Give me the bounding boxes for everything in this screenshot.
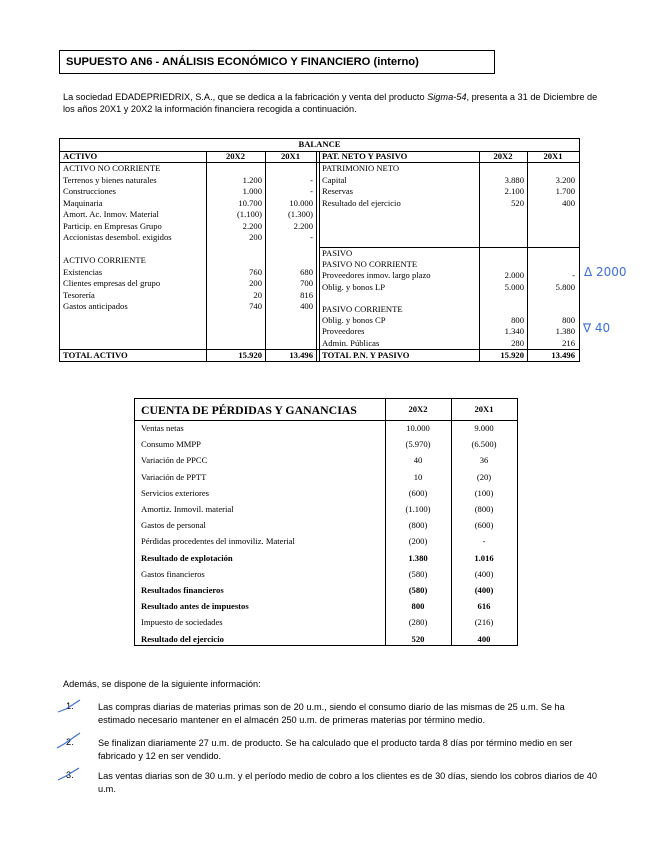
pyg-row-y1: 9.000	[474, 423, 494, 433]
liabilities-label: Oblig. y bonos CP	[322, 315, 386, 326]
equity-col-y2: 20X2	[493, 151, 513, 161]
equity-value-y2: 2.100	[504, 186, 524, 196]
assets-value-y1: 816	[300, 289, 313, 300]
assets-value-y1: 400	[300, 301, 313, 311]
pyg-row-label: Resultados financieros	[141, 585, 224, 595]
pyg-row-y1: (800)	[474, 504, 494, 514]
assets-value-y1: -	[310, 232, 313, 242]
pyg-row-label: Gastos financieros	[141, 568, 205, 579]
pyg-row-label: Variación de PPTT	[141, 471, 207, 482]
pyg-row-y1: (216)	[474, 617, 494, 628]
pyg-row-label: Resultado antes de impuestos	[141, 601, 249, 612]
assets-value-y1: 10.000	[289, 197, 313, 208]
pyg-row-y2: (280)	[408, 617, 428, 628]
extra-item-number: 2.	[66, 737, 74, 747]
pyg-row-y1: 36	[479, 455, 489, 466]
pyg-row-y2: (580)	[408, 585, 428, 595]
equity-value-y1: 400	[562, 197, 575, 208]
equity-label: Capital	[322, 174, 347, 185]
pyg-row-label: Pérdidas procedentes del inmoviliz. Material	[141, 536, 295, 547]
pyg-row-y2: 10	[413, 471, 423, 482]
pyg-row-y2: 520	[411, 633, 425, 644]
assets-label: ACTIVO NO CORRIENTE	[63, 163, 161, 173]
extra-info-title: Además, se dispone de la siguiente información:	[63, 679, 261, 689]
assets-header: ACTIVO	[63, 151, 98, 161]
pyg-row-y2: (600)	[408, 487, 428, 498]
pyg-row-label: Variación de PPCC	[141, 455, 208, 466]
pyg-row-label: Amortiz. Inmovil. material	[141, 504, 234, 514]
pyg-row-label: Consumo MMPP	[141, 439, 201, 450]
assets-value-y2: 760	[249, 266, 262, 277]
pyg-row-y2: 10.000	[406, 423, 430, 433]
extra-item-number: 1.	[66, 701, 74, 711]
pyg-row-label: Gastos de personal	[141, 520, 206, 531]
pyg-title: CUENTA DE PÉRDIDAS Y GANANCIAS	[141, 403, 357, 417]
assets-value-y2: 10.700	[238, 197, 262, 208]
liabilities-value-y1: 1.380	[555, 326, 575, 337]
liabilities-value-y2: 280	[511, 337, 524, 348]
liabilities-label: PASIVO	[322, 248, 353, 258]
checkmark-3-icon	[58, 768, 79, 780]
total-assets-y2: 15.920	[238, 350, 262, 360]
pyg-row-y2: 40	[413, 455, 423, 466]
pyg-row-y1: (6.500)	[471, 439, 497, 450]
liabilities-value-y2: 800	[511, 315, 524, 326]
pyg-row-y1: (20)	[476, 471, 492, 482]
equity-value-y2: 3.880	[504, 174, 524, 185]
extra-item-number: 3.	[66, 770, 74, 780]
equity-label: Resultado del ejercicio	[322, 197, 401, 208]
extra-item-text: Se finalizan diariamente 27 u.m. de producto. Se ha calculado que el producto tarda 8 días por término medio en ser fabricado y 12 en ser vendido.	[98, 738, 573, 761]
total-equity-label: TOTAL P.N. Y PASIVO	[322, 350, 410, 360]
liabilities-label: Proveedores	[322, 326, 365, 337]
pyg-row-y2: (800)	[408, 520, 428, 531]
assets-value-y2: 200	[249, 232, 262, 242]
liabilities-label: Proveedores inmov. largo plazo	[322, 270, 431, 281]
liabilities-value-y1: 216	[562, 337, 575, 348]
assets-label: Maquinaria	[63, 197, 103, 208]
pyg-col-y2: 20X2	[408, 404, 428, 414]
assets-col-y1: 20X1	[280, 151, 301, 161]
assets-value-y2: 20	[253, 289, 262, 300]
liabilities-label: PASIVO NO CORRIENTE	[322, 259, 418, 270]
pyg-row-label: Resultado de explotación	[141, 552, 233, 563]
assets-value-y1: (1.300)	[287, 209, 313, 219]
assets-label: Amort. Ac. Inmov. Material	[63, 209, 159, 219]
assets-value-y2: 1.200	[242, 174, 262, 185]
assets-label: Existencias	[63, 266, 103, 277]
liabilities-value-y1: 5.800	[555, 281, 575, 292]
assets-value-y2: 1.000	[242, 186, 262, 196]
assets-label: Particip. en Empresas Grupo	[63, 220, 162, 231]
liabilities-value-y2: 1.340	[504, 326, 524, 337]
assets-value-y2: (1.100)	[236, 209, 262, 219]
equity-label: Reservas	[322, 186, 354, 196]
intro-product: Sigma-54	[427, 92, 467, 102]
assets-value-y1: 2.200	[293, 220, 313, 231]
checkmark-1-icon	[58, 700, 80, 712]
assets-value-y2: 200	[249, 278, 262, 288]
pyg-row-y1: -	[482, 536, 486, 547]
pyg-row-y2: 800	[411, 601, 425, 612]
intro-text-after: , presenta a 31 de Diciembre de los años 20X1 y 20X2 la información financiera recogida a continuación.	[63, 92, 598, 115]
assets-label: ACTIVO CORRIENTE	[63, 255, 146, 265]
assets-value-y1: -	[310, 174, 313, 185]
balance-title: BALANCE	[298, 139, 341, 149]
assets-label: Accionistas desembol. exigidos	[63, 232, 172, 242]
extra-item-text: Las compras diarias de materias primas son de 20 u.m., siendo el consumo diario de las mismas de 25 u.m. Se ha estimado necesario mantener en el almacén 250 u.m. de primeras materias por término medio.	[98, 702, 565, 725]
pyg-row-y1: 1.016	[474, 552, 494, 563]
assets-label: Clientes empresas del grupo	[63, 278, 161, 288]
pyg-row-label: Resultado del ejercicio	[141, 633, 224, 644]
pyg-row-y1: (600)	[474, 520, 494, 531]
liabilities-value-y2: 2.000	[504, 270, 524, 281]
pyg-col-y1: 20X1	[474, 404, 494, 414]
extra-item-text: Las ventas diarias son de 30 u.m. y el período medio de cobro a los clientes es de 30 días, siendo los cobros diarios de 40 u.m.	[98, 771, 597, 794]
intro-text-before: La sociedad EDADEPRIEDRIX, S.A., que se dedica a la fabricación y venta del producto	[63, 92, 428, 102]
total-equity-y1: 13.496	[551, 350, 575, 360]
liabilities-label: Admin. Públicas	[322, 337, 380, 348]
pyg-row-y2: (580)	[408, 568, 428, 579]
liabilities-label: PASIVO CORRIENTE	[322, 304, 403, 314]
assets-label: Gastos anticipados	[63, 301, 128, 311]
pyg-row-y2: (5.970)	[405, 439, 431, 450]
assets-label: Tesorería	[63, 289, 95, 300]
pyg-row-y2: (1.100)	[405, 504, 431, 514]
liabilities-value-y1: -	[572, 270, 575, 281]
assets-col-y2: 20X2	[225, 151, 246, 161]
assets-value-y1: 700	[300, 278, 313, 288]
pyg-row-y1: 400	[477, 633, 491, 644]
liabilities-label: Oblig. y bonos LP	[322, 281, 386, 292]
pyg-row-y1: (400)	[474, 568, 494, 579]
total-assets-label: TOTAL ACTIVO	[63, 350, 128, 360]
equity-col-y1: 20X1	[543, 151, 563, 161]
equity-value-y2: 520	[511, 197, 524, 208]
total-assets-y1: 13.496	[289, 350, 313, 360]
pyg-row-y1: (400)	[474, 585, 494, 595]
pyg-row-y2: (200)	[408, 536, 428, 547]
handwritten-delta-2000: Δ 2000	[584, 265, 627, 279]
assets-label: Construcciones	[63, 186, 116, 196]
liabilities-value-y1: 800	[562, 315, 575, 326]
equity-value-y1: 1.700	[555, 186, 575, 196]
liabilities-value-y2: 5.000	[504, 281, 524, 292]
assets-label: Terrenos y bienes naturales	[63, 174, 157, 185]
assets-value-y2: 740	[249, 301, 262, 311]
assets-value-y1: 680	[300, 266, 313, 277]
total-equity-y2: 15.920	[500, 350, 524, 360]
pyg-row-label: Ventas netas	[141, 423, 184, 433]
pyg-row-label: Servicios exteriores	[141, 487, 210, 498]
pyg-row-y1: 616	[477, 601, 491, 612]
pyg-row-label: Impuesto de sociedades	[141, 617, 223, 628]
pyg-row-y2: 1.380	[408, 552, 428, 563]
assets-value-y2: 2.200	[242, 220, 262, 231]
equity-value-y1: 3.200	[555, 174, 575, 185]
checkmark-2-icon	[57, 733, 80, 748]
page-title: SUPUESTO AN6 - ANÁLISIS ECONÓMICO Y FINANCIERO (interno)	[66, 56, 419, 68]
handwritten-down-40: ∇ 40	[583, 321, 611, 335]
equity-label: PATRIMONIO NETO	[322, 163, 400, 173]
equity-header: PAT. NETO Y PASIVO	[322, 151, 408, 161]
pyg-row-y1: (100)	[474, 487, 494, 498]
assets-value-y1: -	[310, 186, 313, 196]
